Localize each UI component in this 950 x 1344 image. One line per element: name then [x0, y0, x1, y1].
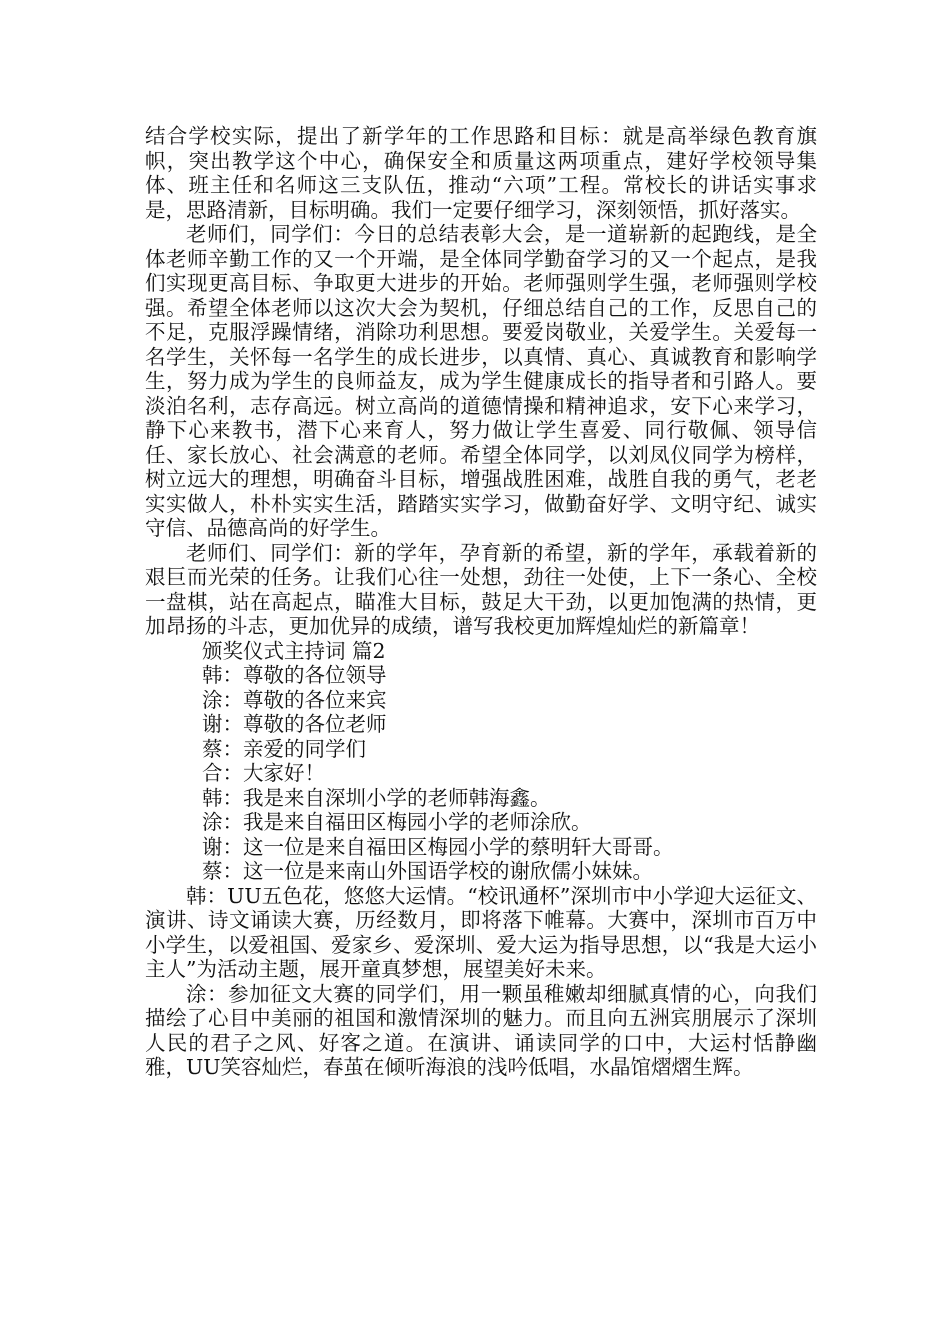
paragraph-tu-speech: 涂：参加征文大赛的同学们，用一颗虽稚嫩却细腻真情的心，向我们描绘了心目中美丽的祖国和激情深圳的魅力。而且向五洲宾朋展示了深圳人民的君子之风、好客之道。在演讲、诵读同学的口中，大运村恬静幽雅，UU笑容灿烂，春茧在倾听海浪的浅吟低唱，水晶馆熠熠生辉。: [145, 981, 817, 1079]
dialogue-line: 涂：尊敬的各位来宾: [202, 687, 387, 712]
dialogue-line: 韩：尊敬的各位领导: [202, 663, 387, 687]
document-page: [145, 124, 817, 1080]
dialogue-line: 谢：这一位是来自福田区梅园小学的蔡明轩大哥哥。: [202, 834, 674, 859]
paragraph-new-year: 老师们、同学们：新的学年，孕育新的希望，新的学年，承载着新的艰巨而光荣的任务。让我们心往一处想，劲往一处使，上下一条心、全校一盘棋，站在高起点，瞄准大目标，鼓足大干劲，以更加饱满的热情，更加昂扬的斗志，更加优异的成绩，谱写我校更加辉煌灿烂的新篇章！: [145, 540, 817, 638]
paragraph-teachers-students: 老师们，同学们：今日的总结表彰大会，是一道崭新的起跑线，是全体老师辛勤工作的又一个开端，是全体同学勤奋学习的又一个起点，是我们实现更高目标、争取更大进步的开始。老师强则学生强，老师强则学校强。希望全体老师以这次大会为契机，仔细总结自己的工作，反思自己的不足，克服浮躁情绪，消除功利思想。要爱岗敬业，关爱学生。关爱每一名学生，关怀每一名学生的成长进步，以真情、真心、真诚教育和影响学生，努力成为学生的良师益友，成为学生健康成长的指导者和引路人。要淡泊名利，志存高远。树立高尚的道德情操和精神追求，安下心来学习，静下心来教书，潜下心来育人，努力做让学生喜爱、同行敬佩、领导信任、家长放心、社会满意的老师。希望全体同学，以刘凤仪同学为榜样，树立远大的理想，明确奋斗目标，增强战胜困难，战胜自我的勇气，老老实实做人，朴朴实实生活，踏踏实实学习，做勤奋好学、文明守纪、诚实守信、品德高尚的好学生。: [145, 222, 817, 540]
paragraph-han-speech: 韩：UU五色花，悠悠大运情。“校讯通杯”深圳市中小学迎大运征文、演讲、诗文诵读大赛，历经数月，即将落下帷幕。大赛中，深圳市百万中小学生，以爱祖国、爱家乡、爱深圳、爱大运为指导思想，以“我是大运小主人”为活动主题，展开童真梦想，展望美好未来。: [145, 883, 817, 981]
section-heading: 颁奖仪式主持词 篇2: [202, 638, 386, 663]
dialogue-line: 蔡：亲爱的同学们: [202, 736, 366, 761]
dialogue-line: 韩：我是来自深圳小学的老师韩海鑫。: [202, 785, 551, 810]
dialogue-line: 涂：我是来自福田区梅园小学的老师涂欣。: [202, 810, 592, 834]
dialogue-line: 合：大家好！: [202, 761, 325, 785]
dialogue-line: 谢：尊敬的各位老师: [202, 712, 387, 736]
dialogue-line: 蔡：这一位是来南山外国语学校的谢欣儒小妹妹。: [202, 859, 653, 883]
paragraph-intro: 结合学校实际，提出了新学年的工作思路和目标：就是高举绿色教育旗帜，突出教学这个中心，确保安全和质量这两项重点，建好学校领导集体、班主任和名师这三支队伍，推动“六项”工程。常校长的讲话实事求是，思路清新，目标明确。我们一定要仔细学习，深刻领悟，抓好落实。: [145, 124, 817, 222]
